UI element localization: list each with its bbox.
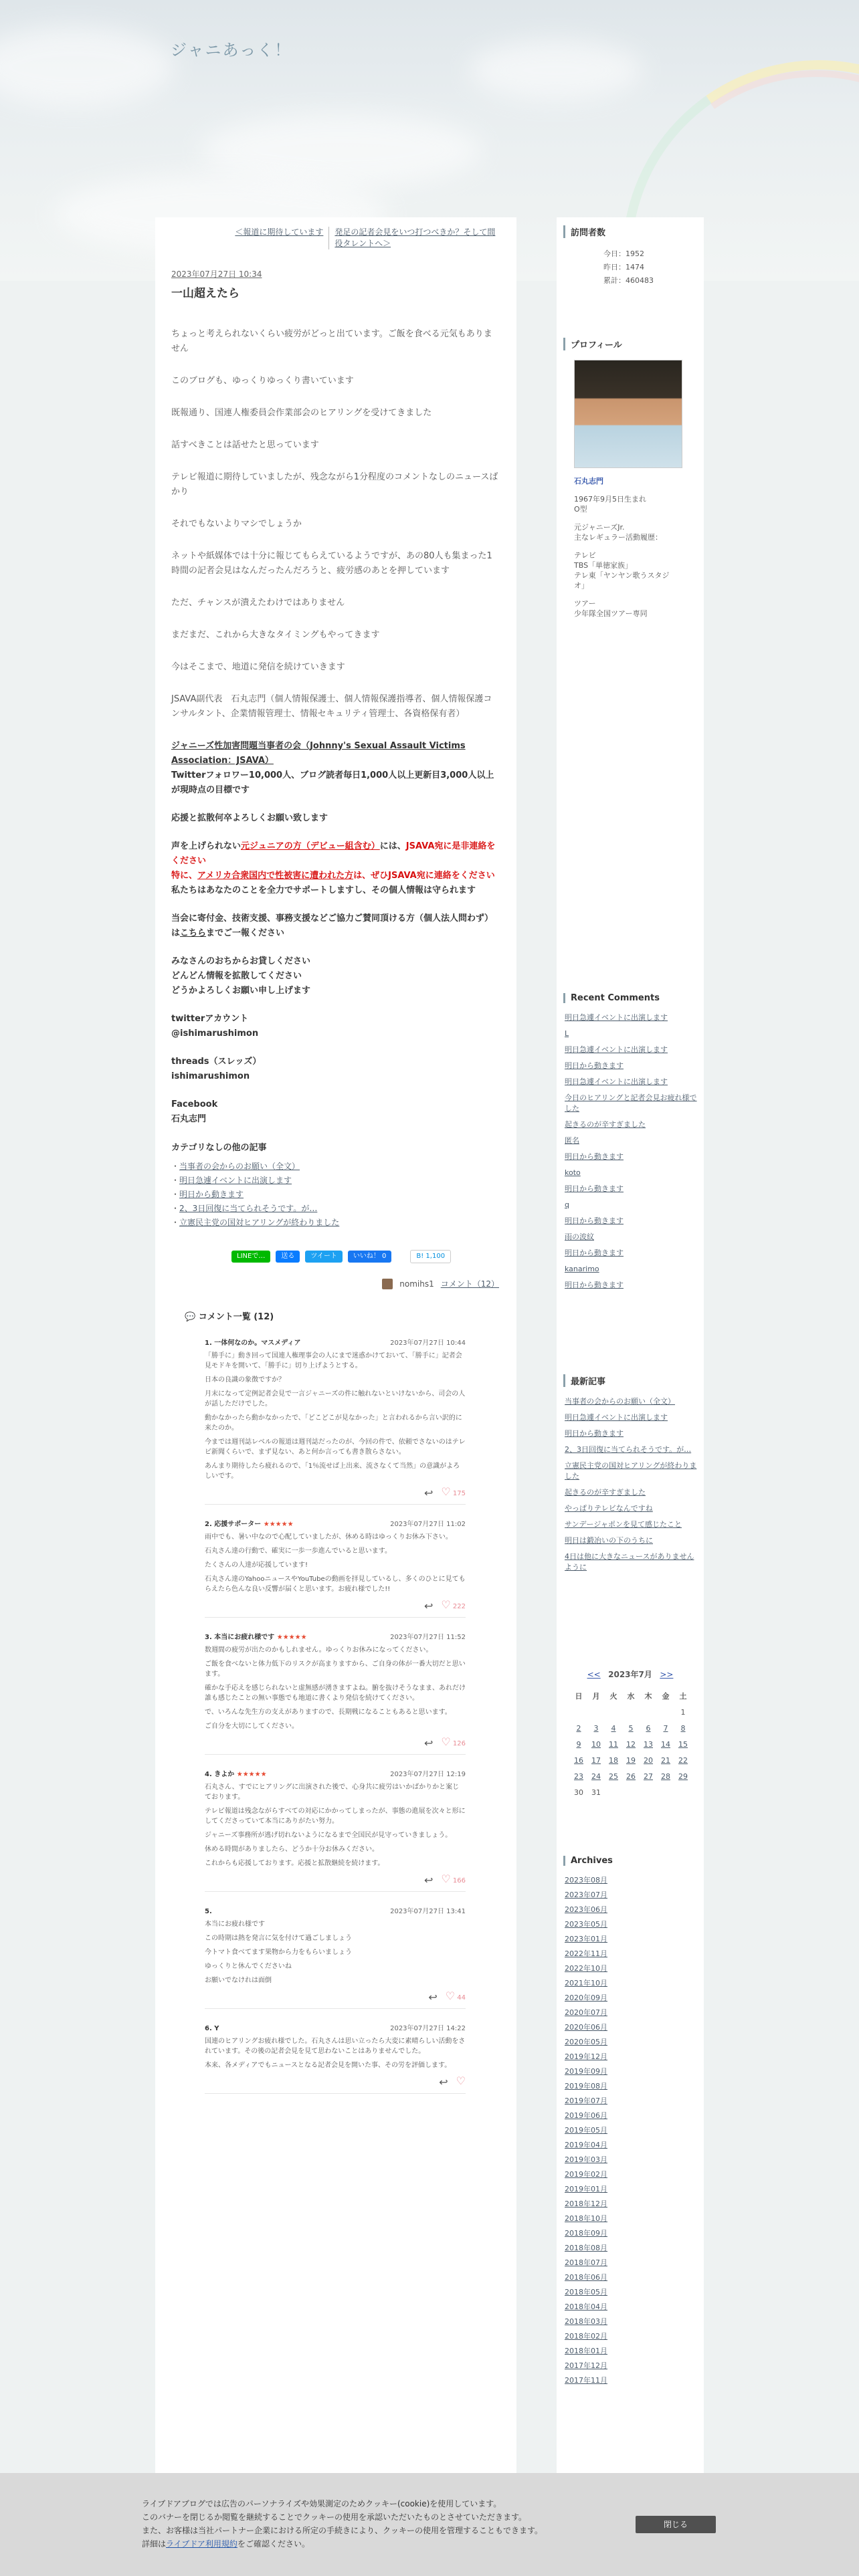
like-control[interactable] <box>456 2076 466 2088</box>
post-paragraph: まだまだ、これから大きなタイミングもやってきます <box>171 630 380 640</box>
comment-number: 6. <box>205 2025 212 2032</box>
post-paragraph: 既報通り、国連人権委員会作業部会のヒアリングを受けてきました <box>171 408 432 418</box>
like-count: 175 <box>452 1490 466 1497</box>
archive-link[interactable]: 2023年08月 <box>565 1876 607 1885</box>
comment-rating-stars: ★★★★★ <box>276 1634 307 1641</box>
comment-line: お願いでなけれは面倒 <box>205 1977 272 1984</box>
calendar-day[interactable]: 23 <box>574 1772 583 1781</box>
calendar-day <box>605 1784 622 1800</box>
calendar-table <box>570 1688 692 1800</box>
comment-time: 2023年07月27日 13:41 <box>390 1908 466 1915</box>
calendar-weekday: 月 <box>592 1692 600 1701</box>
comment-name: Y <box>214 2025 219 2032</box>
comment-header <box>205 1907 466 1917</box>
comment-actions <box>205 1487 466 1499</box>
archive-link[interactable]: 2018年04月 <box>565 2302 607 2311</box>
like-control[interactable] <box>441 1737 466 1749</box>
post-paragraph: ただ、チャンスが潰えたわけではありません <box>171 598 345 608</box>
comment-line: で、いろんな先生方の支えがありますので、長期戦になることもあると思います。 <box>205 1709 452 1716</box>
calendar-day[interactable]: 4 <box>611 1723 616 1733</box>
recent-comment-link[interactable]: 明日から動きます <box>565 1281 624 1289</box>
post-paragraph: テレビ報道に期待していましたが、残念ながら1分程度のコメントなしのニュースばかり <box>171 472 498 497</box>
archive-link[interactable]: 2019年04月 <box>565 2141 607 2149</box>
like-control[interactable] <box>441 1600 466 1612</box>
comment-time: 2023年07月27日 11:02 <box>390 1521 466 1528</box>
facebook-account: Facebook 石丸志門 <box>171 1099 218 1124</box>
calendar-day[interactable]: 18 <box>609 1755 618 1765</box>
archive-link[interactable]: 2019年01月 <box>565 2185 607 2193</box>
visits-widget <box>563 225 697 288</box>
recent-comment-link[interactable]: kanarimo <box>565 1265 599 1273</box>
latest-post-link[interactable]: サンデージャポンを見て感じたこと <box>565 1520 682 1529</box>
reply-icon[interactable]: ↩ <box>423 1736 434 1749</box>
profile-line: ツアー <box>574 599 596 608</box>
archive-link[interactable]: 2019年02月 <box>565 2170 607 2179</box>
comment-item <box>205 1907 466 2009</box>
profile-line: テレビ <box>574 551 596 560</box>
comment-actions <box>205 2076 466 2088</box>
calendar-day[interactable]: 16 <box>574 1755 583 1765</box>
comment-author <box>205 1769 267 1780</box>
recent-comment-link[interactable]: 明日から動きます <box>565 1061 624 1070</box>
calendar-day[interactable]: 13 <box>644 1739 653 1749</box>
cookie-banner <box>0 2473 859 2576</box>
post-date[interactable]: 2023年07月27日 10:34 <box>171 270 262 279</box>
calendar-day[interactable]: 31 <box>591 1788 601 1797</box>
comment-line: 本当にお疲れ様です <box>205 1921 265 1928</box>
comment-line: 「勝手に」動き回って国連人権理事会の人にまで迷惑かけておいて、「勝手に」記者会見モドキを開いて、「勝手に」切り上げようとする。 <box>205 1352 462 1370</box>
heart-icon: ♡ <box>441 1485 451 1498</box>
heart-icon: ♡ <box>441 1598 451 1611</box>
comment-bubble-icon: 💬 <box>185 1312 196 1322</box>
archive-link[interactable]: 2019年03月 <box>565 2155 607 2164</box>
archive-link[interactable]: 2020年06月 <box>565 2023 607 2032</box>
ask-block: みなさんのおちからお貸しください どんどん情報を拡散してください どうかよろしくお願い申し上げます <box>171 956 311 996</box>
category-list-item: ・明日急遽イベントに出演します <box>171 1176 292 1185</box>
reply-icon[interactable]: ↩ <box>428 1990 438 2004</box>
category-post-link[interactable]: 明日から動きます <box>179 1190 244 1199</box>
archive-link[interactable]: 2019年05月 <box>565 2126 607 2135</box>
heart-icon: ♡ <box>456 2074 466 2087</box>
twitter-goal: Twitterフォロワー10,000人、ブログ読者毎日1,000人以上更新目3,000人以上が現時点の目標です <box>171 770 494 795</box>
comment-line: 石丸さん達のYahooニュースやYouTubeの動画を拝見しているし、多くのひとに見てもらえたら色んな良い反響が届くと思います。お疲れ様でした!! <box>205 1576 466 1593</box>
calendar-day[interactable]: 27 <box>644 1772 653 1781</box>
archive-link[interactable]: 2019年12月 <box>565 2052 607 2061</box>
archive-link[interactable]: 2022年10月 <box>565 1964 607 1973</box>
post-title: 一山超えたら <box>171 287 240 300</box>
profile-line: 元ジャニーズJr. <box>574 523 625 532</box>
profile-line: O型 <box>574 505 587 514</box>
category-list-item: ・立憲民主党の国対ヒアリングが終わりました <box>171 1218 340 1227</box>
archive-link[interactable]: 2018年12月 <box>565 2199 607 2208</box>
latest-post-link[interactable]: 当事者の会からのお願い（全文） <box>565 1397 675 1406</box>
comment-name: きよか <box>214 1771 235 1778</box>
cookie-text: ライブドアブログでは広告のパーソナライズや効果測定のためクッキー(cookie)を使用しています。 このバナーを閉じるか閲覧を継続することでクッキーの使用を承認いただいたものとさせていただきます。 また、お客様は当社パートナー企業における所定の手続きにより、クッキーの使用を管理することもできます。 詳細はライブドア利用規約をご確認ください。 <box>142 2499 543 2549</box>
recent-comment-link[interactable]: 匿名 <box>565 1136 579 1145</box>
recent-comment-link[interactable]: 明日急遽イベントに出演します <box>565 1077 668 1086</box>
latest-posts-widget <box>563 1374 697 1578</box>
like-count: 126 <box>452 1740 466 1747</box>
recent-comments-widget <box>563 993 697 1296</box>
comment-time: 2023年07月27日 12:19 <box>390 1771 466 1778</box>
like-control[interactable] <box>441 1874 466 1886</box>
category-post-link[interactable]: 明日急遽イベントに出演します <box>179 1176 292 1185</box>
calendar-weekday: 土 <box>679 1692 687 1701</box>
latest-post-link[interactable]: 明日から動きます <box>565 1429 624 1438</box>
twitter-account: twitterアカウント @ishimarushimon <box>171 1014 259 1039</box>
category-post-link[interactable]: 当事者の会からのお願い（全文） <box>179 1162 300 1171</box>
calendar-day[interactable]: 7 <box>663 1723 668 1733</box>
category-post-link[interactable]: 立憲民主党の国対ヒアリングが終わりました <box>179 1218 340 1227</box>
org-link[interactable]: ジャニーズ性加害問題当事者の会（Johnny's Sexual Assault Victims Association：JSAVA） <box>171 741 466 766</box>
comment-line: 今までは週刊誌レベルの報道は週刊誌だったのが、今回の件で、依頼でさないのはテレビ新聞くらいで、まず見ない、あと何か言っても書き散らさない。 <box>205 1438 466 1456</box>
sidebar <box>557 217 704 2491</box>
post-paragraph: それでもないよりマシでしょうか <box>171 519 302 529</box>
comment-rating-stars: ★★★★★ <box>263 1521 294 1528</box>
recent-comment-link[interactable]: 明日急遽イベントに出演します <box>565 1013 668 1022</box>
post-navigation <box>225 227 499 249</box>
comment-line: 今トマト食べてます果物から力をもらいましょう <box>205 1949 352 1956</box>
like-count: 44 <box>457 1994 466 2002</box>
hatena-bookmark-button[interactable]: B! 1,100 <box>410 1250 451 1263</box>
calendar-day[interactable]: 10 <box>591 1739 601 1749</box>
calendar-day[interactable]: 2 <box>576 1723 581 1733</box>
calendar-day[interactable]: 5 <box>628 1723 634 1733</box>
recent-comment-link[interactable]: 明日から動きます <box>565 1216 624 1225</box>
calendar-day[interactable]: 3 <box>593 1723 599 1733</box>
post-body <box>171 327 499 722</box>
prev-post-link[interactable]: ＜報道に期待しています <box>235 227 324 237</box>
comment-author <box>205 1632 307 1642</box>
comment-line: 国連のヒアリングお疲れ様でした。石丸さんは思い立ったら大変に素晴らしい活動をされています。その後の記者会見を見て思わないことはありませんでした。 <box>205 2038 466 2055</box>
calendar-day <box>622 1784 640 1800</box>
calendar-day <box>640 1704 657 1720</box>
comment-line: 確かな手応えを感じられないと虚無感が湧きますよね。腑を抜けそうなまま、あれだけ誰も感じたことの無い事態でも地道に書くより発信を続けてください。 <box>205 1685 466 1702</box>
heart-icon: ♡ <box>441 1735 451 1748</box>
recent-comment-link[interactable]: koto <box>565 1168 581 1177</box>
profile-line: 少年隊全国ツアー専同 <box>574 609 648 618</box>
archive-link[interactable]: 2023年05月 <box>565 1920 607 1929</box>
recent-comment-link[interactable]: 明日から動きます <box>565 1249 624 1257</box>
archive-link[interactable]: 2023年07月 <box>565 1891 607 1899</box>
author-name[interactable]: nomihs1 <box>399 1279 434 1289</box>
calendar-day[interactable]: 29 <box>678 1772 688 1781</box>
next-post-link[interactable]: 発足の記者会見をいつ打つべきか？そして間役タレントへ＞ <box>335 227 496 248</box>
category-list <box>171 1160 499 1230</box>
calendar-day[interactable]: 19 <box>626 1755 636 1765</box>
calendar-day <box>657 1784 674 1800</box>
archive-link[interactable]: 2018年05月 <box>565 2288 607 2296</box>
messenger-share-button[interactable]: 送る <box>276 1251 300 1263</box>
archive-link[interactable]: 2018年02月 <box>565 2332 607 2341</box>
support-text: 応援と拡散何卒よろしくお願い致します <box>171 813 328 823</box>
calendar-weekday: 火 <box>609 1692 617 1701</box>
post-paragraph: このブログも、ゆっくりゆっくり書いています <box>171 376 354 386</box>
comment-line: 雨中でも、暑い中なので心配していましたが、休める時はゆっくりお休み下さい。 <box>205 1533 452 1541</box>
support2-block: 当会に寄付金、技術支援、事務支援などご協力ご賛同頂ける方（個人法人問わず）はこちらまでご一報ください <box>171 914 494 938</box>
comment-name: 一体何なのか。マスメディア <box>214 1339 301 1347</box>
calendar-day[interactable]: 8 <box>680 1723 686 1733</box>
archive-link[interactable]: 2018年10月 <box>565 2214 607 2223</box>
archive-link[interactable]: 2023年06月 <box>565 1905 607 1914</box>
comment-header <box>205 2024 466 2034</box>
main-column <box>155 217 516 2491</box>
heart-icon: ♡ <box>441 1872 451 1885</box>
calendar-next[interactable]: >> <box>660 1670 674 1679</box>
latest-post-link[interactable]: 2、3日回復に当てられそうです。が… <box>565 1445 692 1454</box>
calendar-weekday: 金 <box>662 1692 670 1701</box>
archive-link[interactable]: 2020年05月 <box>565 2038 607 2046</box>
comment-line: たくさんの人達が応援しています! <box>205 1562 308 1569</box>
comment-name: 応援サポーター <box>214 1521 262 1528</box>
like-control[interactable] <box>441 1487 466 1499</box>
comment-author <box>205 1338 300 1348</box>
comment-count-link[interactable]: コメント（12） <box>440 1279 499 1289</box>
comment-header <box>205 1769 466 1780</box>
visits-today: 今日：1952 <box>603 249 644 258</box>
org-link-block <box>171 739 499 798</box>
comment-line: 石丸さん、すでにヒアリングに出演された後で、心身共に疲労はいかばかりかと案じております。 <box>205 1784 460 1801</box>
archive-link[interactable]: 2019年06月 <box>565 2111 607 2120</box>
comment-item <box>205 1632 466 1755</box>
recent-comment-link[interactable]: 起きるのが辛すぎました <box>565 1120 646 1129</box>
profile-avatar[interactable] <box>574 360 682 468</box>
like-control[interactable] <box>446 1991 466 2003</box>
comment-item <box>205 1338 466 1505</box>
cookie-close-button[interactable]: 閉じる <box>636 2516 716 2533</box>
calendar-day[interactable]: 21 <box>661 1755 670 1765</box>
post-paragraph: ネットや紙媒体では十分に報じてもらえているようですが、あの80人も集まった1時間の記者会見はなんだったんだろうと、疲労感のあとを押しています <box>171 551 492 576</box>
calendar-day[interactable]: 9 <box>576 1739 581 1749</box>
profile-line: 1967年9月5日生まれ <box>574 495 646 504</box>
profile-line: テレ東「ヤンヤン歌うスタジオ」 <box>574 571 670 590</box>
recent-comment-link[interactable]: 明日急遽イベントに出演します <box>565 1045 668 1054</box>
threads-account: threads（スレッズ） ishimarushimon <box>171 1057 262 1081</box>
comment-number: 4. <box>205 1771 212 1778</box>
latest-post-link[interactable]: 立憲民主党の国対ヒアリングが終わりました <box>565 1461 697 1481</box>
recent-comment-link[interactable]: q <box>565 1200 569 1209</box>
calendar-day[interactable]: 30 <box>574 1788 583 1797</box>
archive-link[interactable]: 2017年11月 <box>565 2376 607 2385</box>
call-block: 声を上げられない元ジュニアの方（デビュー組含む）には、JSAVA宛に是非連絡をください 特に、アメリカ合衆国内で性被害に遭われた方は、ぜひJSAVA宛に連絡をください 私たちはあなたのことを全力でサポートしますし、その個人情報は守られます <box>171 841 496 895</box>
archives-heading: Archives <box>563 1856 697 1866</box>
tweet-button[interactable]: ツイート <box>305 1251 343 1263</box>
author-avatar <box>382 1279 393 1289</box>
profile-line: 主なレギュラー活動履歴： <box>574 533 662 542</box>
comment-author <box>205 2024 219 2034</box>
comment-item <box>205 2024 466 2094</box>
line-share-button[interactable]: LINEで… <box>231 1251 270 1263</box>
comment-header <box>205 1338 466 1348</box>
latest-post-link[interactable]: 明日急遽イベントに出演します <box>565 1413 668 1422</box>
latest-posts-heading: 最新記事 <box>563 1374 697 1387</box>
reply-icon[interactable]: ↩ <box>423 1486 434 1499</box>
visits-total: 累計：460483 <box>603 276 654 285</box>
support-here-link[interactable]: こちら <box>180 928 207 938</box>
archive-link[interactable]: 2019年08月 <box>565 2082 607 2090</box>
recent-comment-link[interactable]: L <box>565 1029 569 1038</box>
comment-time: 2023年07月27日 14:22 <box>390 2025 466 2032</box>
calendar-day <box>674 1784 692 1800</box>
comment-line: 石丸さん達の行動で、確実に一歩一歩進んでいると思います。 <box>205 1547 391 1555</box>
comment-author <box>205 1907 212 1917</box>
comment-line: ゆっくりと休んでくださいね <box>205 1963 292 1970</box>
archive-link[interactable]: 2020年07月 <box>565 2008 607 2017</box>
archive-link[interactable]: 2019年07月 <box>565 2097 607 2105</box>
calendar-weekday: 木 <box>644 1692 652 1701</box>
comment-line: 月末になって定例記者会見で一言ジャニーズの件に触れないといけないから、司会の人が話しただけでした。 <box>205 1390 466 1408</box>
archives-widget <box>563 1856 697 2390</box>
comment-line: 日本の良識の象徴ですか？ <box>205 1376 285 1384</box>
comment-number: 2. <box>205 1521 212 1528</box>
post-paragraph: JSAVA副代表 石丸志門（個人情報保護士、個人情報保護指導者、個人情報保護コンサルタント、企業情報管理士、情報セキュリティ管理士、各資格保有者） <box>171 694 492 719</box>
comment-line: これからも応援しております。応援と拡散継続を続けます。 <box>205 1860 385 1867</box>
profile-line: TBS「単徳家族」 <box>574 561 633 570</box>
calendar-day <box>587 1704 605 1720</box>
profile-description <box>574 494 674 619</box>
calendar-day[interactable]: 1 <box>680 1707 686 1717</box>
calendar-weekday: 水 <box>627 1692 635 1701</box>
visits-yesterday: 昨日：1474 <box>603 263 644 272</box>
calendar-day[interactable]: 17 <box>591 1755 601 1765</box>
archive-link[interactable]: 2018年09月 <box>565 2229 607 2238</box>
latest-post-link[interactable]: 明日は鍛冶いの下のうちに <box>565 1536 653 1545</box>
comment-number: 1. <box>205 1339 212 1347</box>
comments-heading: 💬 コメント一覧 (12) <box>185 1312 274 1322</box>
archive-link[interactable]: 2021年10月 <box>565 1979 607 1988</box>
comment-header <box>205 1519 466 1529</box>
archive-link[interactable]: 2019年09月 <box>565 2067 607 2076</box>
archive-link[interactable]: 2018年06月 <box>565 2273 607 2282</box>
reply-icon[interactable]: ↩ <box>423 1599 434 1612</box>
latest-post-link[interactable]: 4日は他に大きなニュースがありませんように <box>565 1552 694 1572</box>
comment-line: ご飯を食べないと体力低下のリスクが高まりますから、ご自身の体が一番大切だと思います。 <box>205 1660 466 1678</box>
comment-name: 本当にお疲れ様です <box>214 1634 275 1641</box>
comment-number: 5. <box>205 1908 212 1915</box>
recent-comment-link[interactable]: 雨の波紋 <box>565 1232 594 1241</box>
archive-link[interactable]: 2017年12月 <box>565 2361 607 2370</box>
like-count: 222 <box>452 1603 466 1610</box>
archive-link[interactable]: 2022年11月 <box>565 1949 607 1958</box>
latest-post-link[interactable]: やっぱりテレビなんですね <box>565 1504 653 1513</box>
site-title[interactable]: ジャニあっく！ <box>171 41 292 60</box>
like-count: 166 <box>452 1877 466 1885</box>
post-paragraph: 今はそこまで、地道に発信を続けていきます <box>171 662 345 672</box>
reply-icon[interactable]: ↩ <box>439 2075 448 2088</box>
recent-comment-link[interactable]: 明日から動きます <box>565 1152 624 1161</box>
calendar-day[interactable]: 24 <box>591 1772 601 1781</box>
calendar-day[interactable]: 28 <box>661 1772 670 1781</box>
category-post-link[interactable]: 2、3日回復に当てられそうです。が… <box>179 1204 318 1213</box>
comment-line: ジャニーズ事務所が逃げ切れないようになるまで全国民が見守っていきましょう。 <box>205 1832 452 1839</box>
category-list-item: ・当事者の会からのお願い（全文） <box>171 1162 300 1171</box>
archive-link[interactable]: 2018年03月 <box>565 2317 607 2326</box>
calendar-weekday: 日 <box>575 1692 583 1701</box>
archive-link[interactable]: 2023年01月 <box>565 1935 607 1943</box>
comment-number: 3. <box>205 1634 212 1641</box>
like-button[interactable]: いいね！ 0 <box>348 1251 392 1263</box>
latest-post-link[interactable]: 起きるのが辛すぎました <box>565 1488 646 1497</box>
comment-line: 休める時間がありましたら、どうか十分お休みください。 <box>205 1846 379 1853</box>
calendar-day <box>605 1704 622 1720</box>
comment-line: あんまり期待したら疲れるので、「1％流せば上出来、流さなくて当然」の意識がよろしいです。 <box>205 1463 460 1480</box>
archive-link[interactable]: 2020年09月 <box>565 1994 607 2002</box>
comment-line: 本来、各メディアでもニュースとなる記者会見を開いた事、その労を評価します。 <box>205 2062 452 2069</box>
heart-icon: ♡ <box>445 1990 456 2002</box>
calendar-day <box>640 1784 657 1800</box>
comment-time: 2023年07月27日 10:44 <box>390 1339 466 1347</box>
calendar-widget <box>563 1669 697 1800</box>
comment-line: この時期は熱を発言に気を付けて過ごしましょう <box>205 1935 352 1942</box>
calendar-day <box>570 1704 587 1720</box>
profile-name[interactable]: 石丸志門 <box>574 477 603 486</box>
comment-author <box>205 1519 294 1529</box>
comment-header <box>205 1632 466 1642</box>
calendar-title: 2023年7月 <box>608 1670 652 1679</box>
archive-link[interactable]: 2018年07月 <box>565 2258 607 2267</box>
comment-list <box>171 1338 499 2094</box>
comment-line: 動かなかったら動かなかったで、「どこどこが見なかった」と言われるから言い訳的に来たのか。 <box>205 1414 462 1432</box>
calendar-day[interactable]: 14 <box>661 1739 670 1749</box>
comment-actions <box>205 1600 466 1612</box>
terms-link[interactable]: ライブドア利用規約 <box>166 2539 237 2549</box>
calendar-day[interactable]: 26 <box>626 1772 636 1781</box>
calendar-day[interactable]: 25 <box>609 1772 618 1781</box>
comment-actions <box>205 1874 466 1886</box>
calendar-day[interactable]: 20 <box>644 1755 653 1765</box>
calendar-day[interactable]: 22 <box>678 1755 688 1765</box>
calendar-day[interactable]: 12 <box>626 1739 636 1749</box>
post-paragraph: 話すべきことは話せたと思っています <box>171 440 319 450</box>
comment-item <box>205 1769 466 1892</box>
visits-heading: 訪問者数 <box>563 225 697 238</box>
comment-actions <box>205 1991 466 2003</box>
calendar-day[interactable]: 15 <box>678 1739 688 1749</box>
reply-icon[interactable]: ↩ <box>423 1873 434 1887</box>
ex-junior-text: 元ジュニアの方（デビュー組含む） <box>241 841 380 851</box>
profile-widget <box>563 338 697 619</box>
post-paragraph: ちょっと考えられないくらい疲労がどっと出ています。ご飯を食べる元気もありません <box>171 329 492 354</box>
recent-comment-link[interactable]: 明日から動きます <box>565 1184 624 1193</box>
archive-link[interactable]: 2018年08月 <box>565 2244 607 2252</box>
category-list-item: ・明日から動きます <box>171 1190 244 1199</box>
comment-actions <box>205 1737 466 1749</box>
comment-line: ご自分を大切にしてください。 <box>205 1723 298 1730</box>
comment-line: テレビ報道は残念ながらすべての対応にかかってしまったが、事態の進展を次々と形にしてくださっていて本当にありがたい努力。 <box>205 1808 466 1825</box>
comment-line: 数週間の疲労が出たのかもしれません。ゆっくりお休みになってください。 <box>205 1646 433 1654</box>
calendar-day[interactable]: 11 <box>609 1739 618 1749</box>
profile-heading: プロフィール <box>563 338 697 350</box>
comment-time: 2023年07月27日 11:52 <box>390 1634 466 1641</box>
category-list-item: ・2、3日回復に当てられそうです。が… <box>171 1204 318 1213</box>
recent-comment-link[interactable]: 今日のヒアリングと記者会見お疲れ様でした <box>565 1093 697 1113</box>
archive-link[interactable]: 2018年01月 <box>565 2347 607 2355</box>
recent-comments-heading: Recent Comments <box>563 993 697 1003</box>
comment-item <box>205 1519 466 1618</box>
calendar-day <box>622 1704 640 1720</box>
calendar-prev[interactable]: << <box>587 1670 601 1679</box>
calendar-day[interactable]: 6 <box>646 1723 651 1733</box>
post-meta <box>171 1278 499 1289</box>
calendar-day <box>657 1704 674 1720</box>
category-heading: カテゴリなしの他の記事 <box>171 1143 267 1153</box>
share-buttons <box>231 1250 499 1263</box>
comment-rating-stars: ★★★★★ <box>236 1771 267 1778</box>
